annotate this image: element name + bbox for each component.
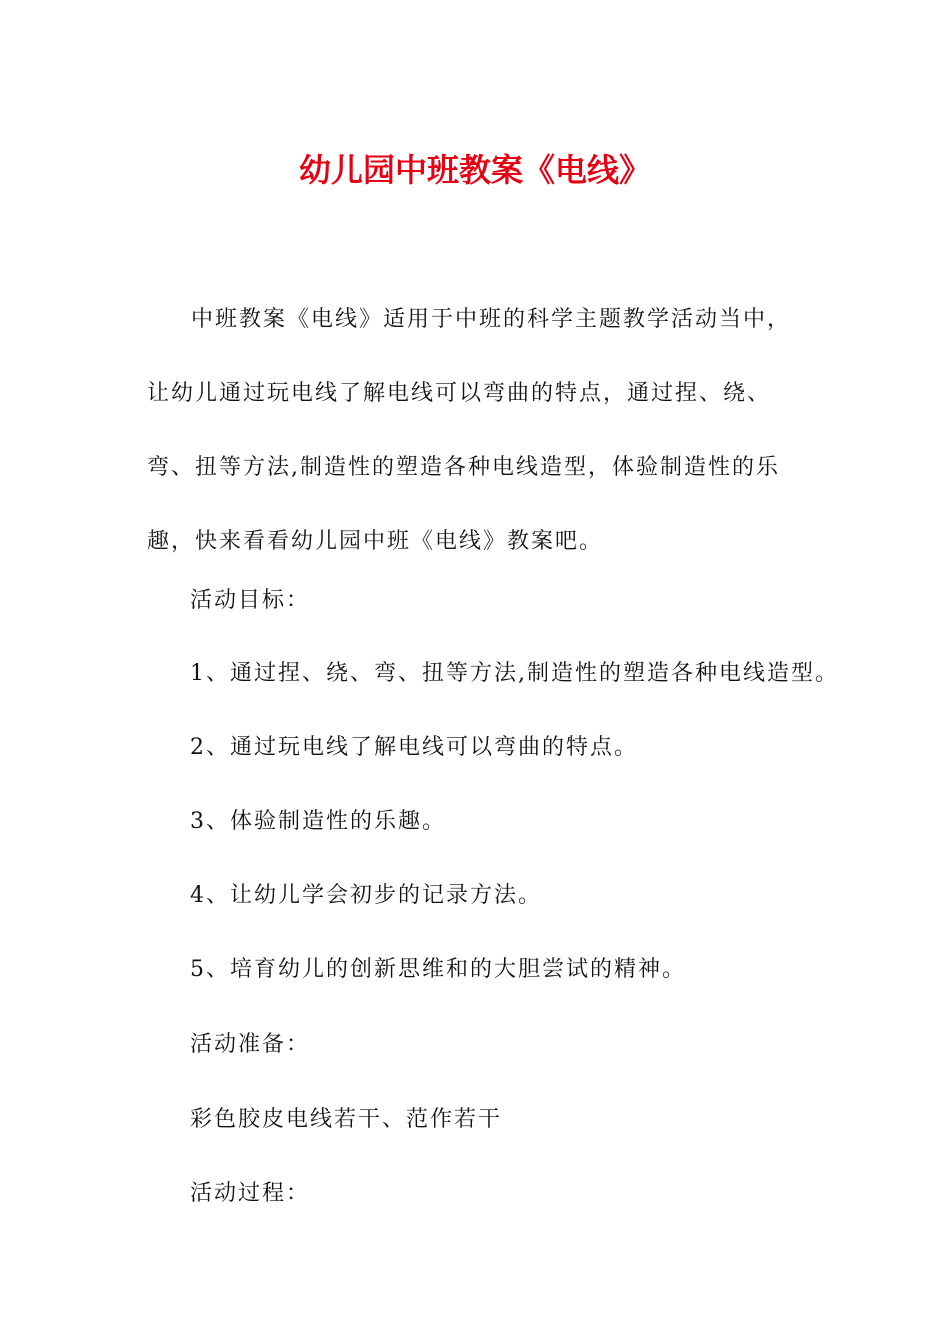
process-heading: 活动过程：: [190, 1181, 311, 1206]
goals-heading: 活动目标：: [190, 588, 311, 613]
goal-item-1: 1、通过捏、绕、弯、扭等方法,制造性的塑造各种电线造型。: [190, 661, 839, 686]
intro-paragraph: 中班教案《电线》适用于中班的科学主题教学活动当中，让幼儿通过玩电线了解电线可以弯曲的特点，通过捏、绕、弯、扭等方法,制造性的塑造各种电线造型，体验制造性的乐趣，快来看看幼儿园中班《电线》教案吧。: [147, 307, 792, 554]
prep-heading: 活动准备：: [190, 1032, 311, 1057]
goal-item-5: 5、培育幼儿的创新思维和的大胆尝试的精神。: [190, 957, 686, 982]
document-title: 幼儿园中班教案《电线》: [298, 151, 651, 189]
goal-item-3: 3、体验制造性的乐趣。: [190, 809, 446, 834]
goal-item-2: 2、通过玩电线了解电线可以弯曲的特点。: [190, 735, 638, 760]
prep-text: 彩色胶皮电线若干、范作若干: [190, 1107, 503, 1132]
goal-item-4: 4、让幼儿学会初步的记录方法。: [190, 883, 542, 908]
